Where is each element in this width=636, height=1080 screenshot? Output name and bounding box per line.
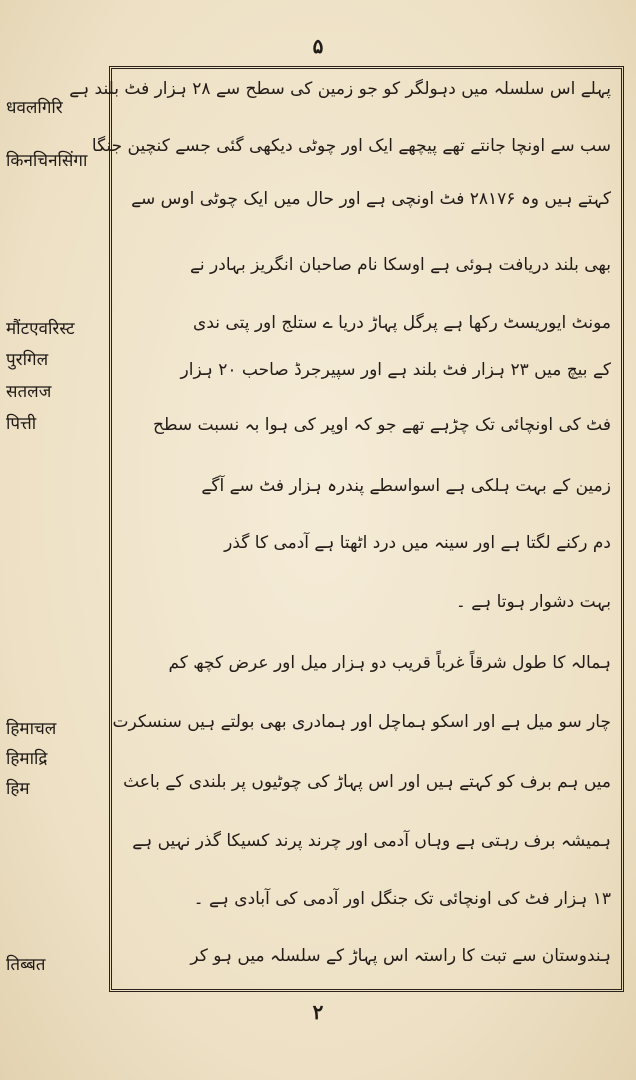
body-line: ۱۳ ہزار فٹ کی اونچائی تک جنگل اور آدمی کی آبادی ہے ۔ bbox=[193, 889, 611, 909]
body-line: پہلے اس سلسلہ میں دہولگر کو جو زمین کی سطح سے ۲۸ ہزار فٹ بلند ہے bbox=[69, 79, 611, 99]
body-line: بہت دشوار ہوتا ہے ۔ bbox=[455, 592, 611, 612]
margin-note-him: हिम bbox=[6, 779, 30, 799]
body-line: زمین کے بہت ہلکی ہے اسواسطے پندرہ ہزار فٹ سے آگے bbox=[201, 476, 611, 496]
margin-note-purgil: पुरगिल bbox=[6, 350, 49, 370]
body-line: فٹ کی اونچائی تک چڑہے تھے جو کہ اوپر کی ہوا بہ نسبت سطح bbox=[152, 415, 611, 435]
body-line: ہمیشہ برف رہتی ہے وہاں آدمی اور چرند پرند کسیکا گذر نہیں ہے bbox=[132, 831, 611, 851]
body-line: میں ہم برف کو کہتے ہیں اور اس پہاڑ کی چوٹیوں پر بلندی کے باعث bbox=[123, 772, 611, 792]
margin-note-himadri: हिमाद्रि bbox=[6, 749, 48, 769]
page-number-top: ۵ bbox=[312, 34, 324, 58]
body-line: کے بیچ میں ۲۳ ہزار فٹ بلند ہے اور سپیرجرڈ صاحب ۲۰ ہزار bbox=[180, 360, 611, 380]
body-line: کہتے ہیں وہ ۲۸۱۷۶ فٹ اونچی ہے اور حال میں ایک چوٹی اوس سے bbox=[131, 189, 611, 209]
body-line: مونٹ ایوریسٹ رکھا ہے پرگل پہاڑ دریا ے ستلج اور پتی ندی bbox=[193, 313, 611, 333]
margin-note-mount-everest: मौंटएवरिस्ट bbox=[6, 319, 75, 339]
body-line: بھی بلند دریافت ہوئی ہے اوسکا نام صاحبان انگریز بہادر نے bbox=[189, 255, 611, 275]
page-number-bottom: ۲ bbox=[312, 1000, 324, 1024]
margin-note-dhaulagiri: धवलगिरि bbox=[6, 98, 63, 118]
margin-note-kinchinsinga: किनचिनसिंगा bbox=[6, 151, 88, 171]
body-line: ہندوستان سے تبت کا راستہ اس پہاڑ کے سلسلہ میں ہو کر bbox=[190, 946, 611, 966]
margin-note-himachal: हिमाचल bbox=[6, 719, 57, 739]
body-line: ہمالہ کا طول شرقاً غرباً قریب دو ہزار میل اور عرض کچھ کم bbox=[168, 653, 611, 673]
margin-note-pitti: पित्ती bbox=[6, 414, 37, 434]
body-line: سب سے اونچا جانتے تھے پیچھے ایک اور چوٹی دیکھی گئی جسے کنچین جنگا bbox=[91, 136, 611, 156]
body-line: دم رکنے لگتا ہے اور سینہ میں درد اٹھتا ہے آدمی کا گذر bbox=[224, 533, 611, 553]
margin-note-satlaj: सतलज bbox=[6, 382, 52, 402]
margin-note-tibbat: तिब्बत bbox=[6, 955, 46, 975]
body-line: چار سو میل ہے اور اسکو ہماچل اور ہمادری بھی بولتے ہیں سنسکرت bbox=[112, 712, 611, 732]
